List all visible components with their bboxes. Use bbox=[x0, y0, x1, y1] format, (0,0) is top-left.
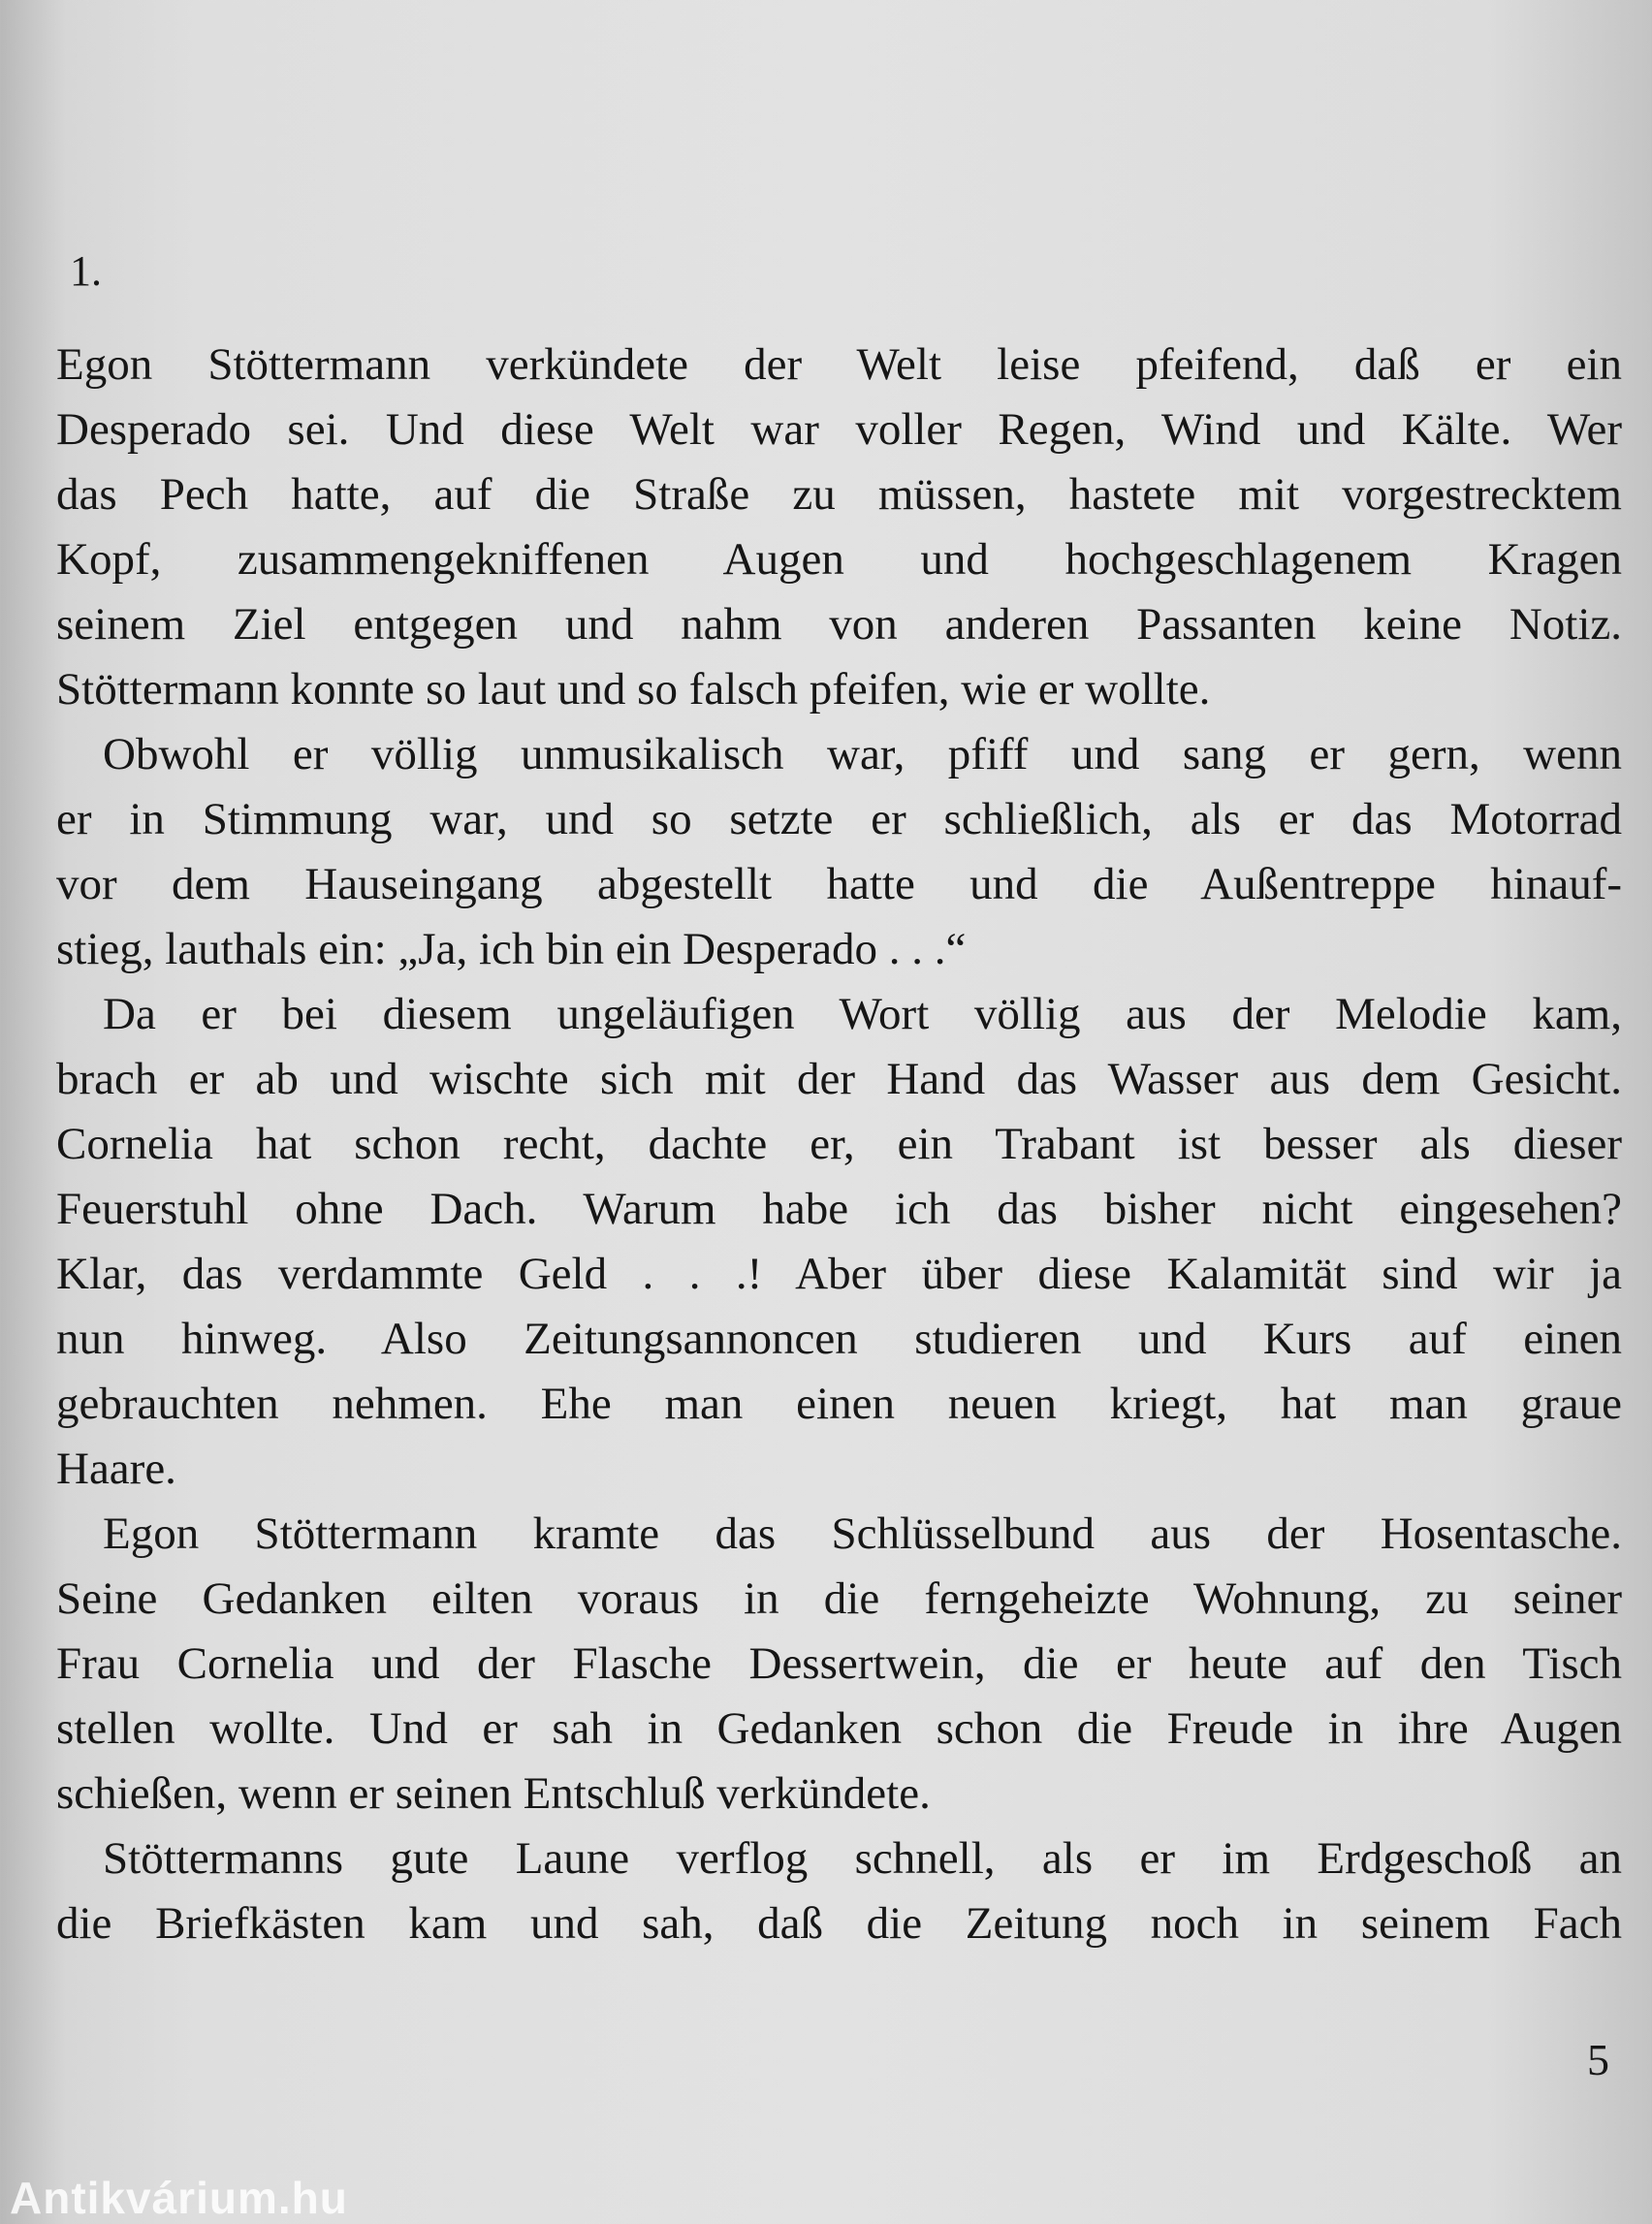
chapter-number: 1. bbox=[70, 247, 102, 295]
page-number: 5 bbox=[1587, 2035, 1609, 2084]
text-line: Haare. bbox=[56, 1444, 176, 1494]
text-line: er in Stimmung war, und so setzte er schließlich, als er das Motorrad bbox=[56, 794, 1622, 844]
text-line: gebrauchten nehmen. Ehe man einen neuen kriegt, hat man graue bbox=[56, 1379, 1622, 1429]
text-line: Cornelia hat schon recht, dachte er, ein Trabant ist besser als dieser bbox=[56, 1119, 1622, 1169]
text-line: die Briefkästen kam und sah, daß die Zeitung noch in seinem Fach bbox=[56, 1898, 1622, 1949]
text-line: das Pech hatte, auf die Straße zu müssen, hastete mit vorgestrecktem bbox=[56, 469, 1622, 520]
text-line: Obwohl er völlig unmusikalisch war, pfiff und sang er gern, wenn bbox=[103, 729, 1622, 779]
text-line: schießen, wenn er seinen Entschluß verkündete. bbox=[56, 1768, 931, 1819]
paragraph-5 bbox=[56, 1827, 1622, 1956]
paragraph-3 bbox=[56, 982, 1622, 1502]
text-line: brach er ab und wischte sich mit der Hand das Wasser aus dem Gesicht. bbox=[56, 1054, 1622, 1104]
text-line: Klar, das verdammte Geld . . .! Aber über diese Kalamität sind wir ja bbox=[56, 1249, 1622, 1299]
body-text bbox=[56, 333, 1622, 1956]
text-line: Kopf, zusammengekniffenen Augen und hochgeschlagenem Kragen bbox=[56, 534, 1622, 585]
text-line: stellen wollte. Und er sah in Gedanken schon die Freude in ihre Augen bbox=[56, 1703, 1622, 1754]
text-line: nun hinweg. Also Zeitungsannoncen studieren und Kurs auf einen bbox=[56, 1314, 1622, 1364]
text-line: Frau Cornelia und der Flasche Dessertwein, die er heute auf den Tisch bbox=[56, 1638, 1622, 1689]
text-line: Desperado sei. Und diese Welt war voller Regen, Wind und Kälte. Wer bbox=[56, 404, 1622, 455]
text-line: Stöttermann konnte so laut und so falsch pfeifen, wie er wollte. bbox=[56, 664, 1211, 715]
paragraph-2 bbox=[56, 722, 1622, 982]
text-line: Egon Stöttermann kramte das Schlüsselbund aus der Hosentasche. bbox=[103, 1509, 1622, 1559]
text-line: vor dem Hauseingang abgestellt hatte und die Außentreppe hinauf- bbox=[56, 859, 1622, 909]
paragraph-1 bbox=[56, 333, 1622, 722]
text-line: Da er bei diesem ungeläufigen Wort völlig aus der Melodie kam, bbox=[103, 989, 1622, 1039]
text-line: Feuerstuhl ohne Dach. Warum habe ich das bisher nicht eingesehen? bbox=[56, 1184, 1622, 1234]
text-line: Seine Gedanken eilten voraus in die ferngeheizte Wohnung, zu seiner bbox=[56, 1573, 1622, 1624]
text-line: Stöttermanns gute Laune verflog schnell, als er im Erdgeschoß an bbox=[103, 1833, 1622, 1884]
paragraph-4 bbox=[56, 1502, 1622, 1827]
text-line: seinem Ziel entgegen und nahm von anderen Passanten keine Notiz. bbox=[56, 599, 1622, 650]
watermark: Antikvárium.hu bbox=[10, 2173, 348, 2223]
text-line: Egon Stöttermann verkündete der Welt leise pfeifend, daß er ein bbox=[56, 339, 1622, 390]
text-line: stieg, lauthals ein: „Ja, ich bin ein Desperado . . .“ bbox=[56, 924, 967, 974]
